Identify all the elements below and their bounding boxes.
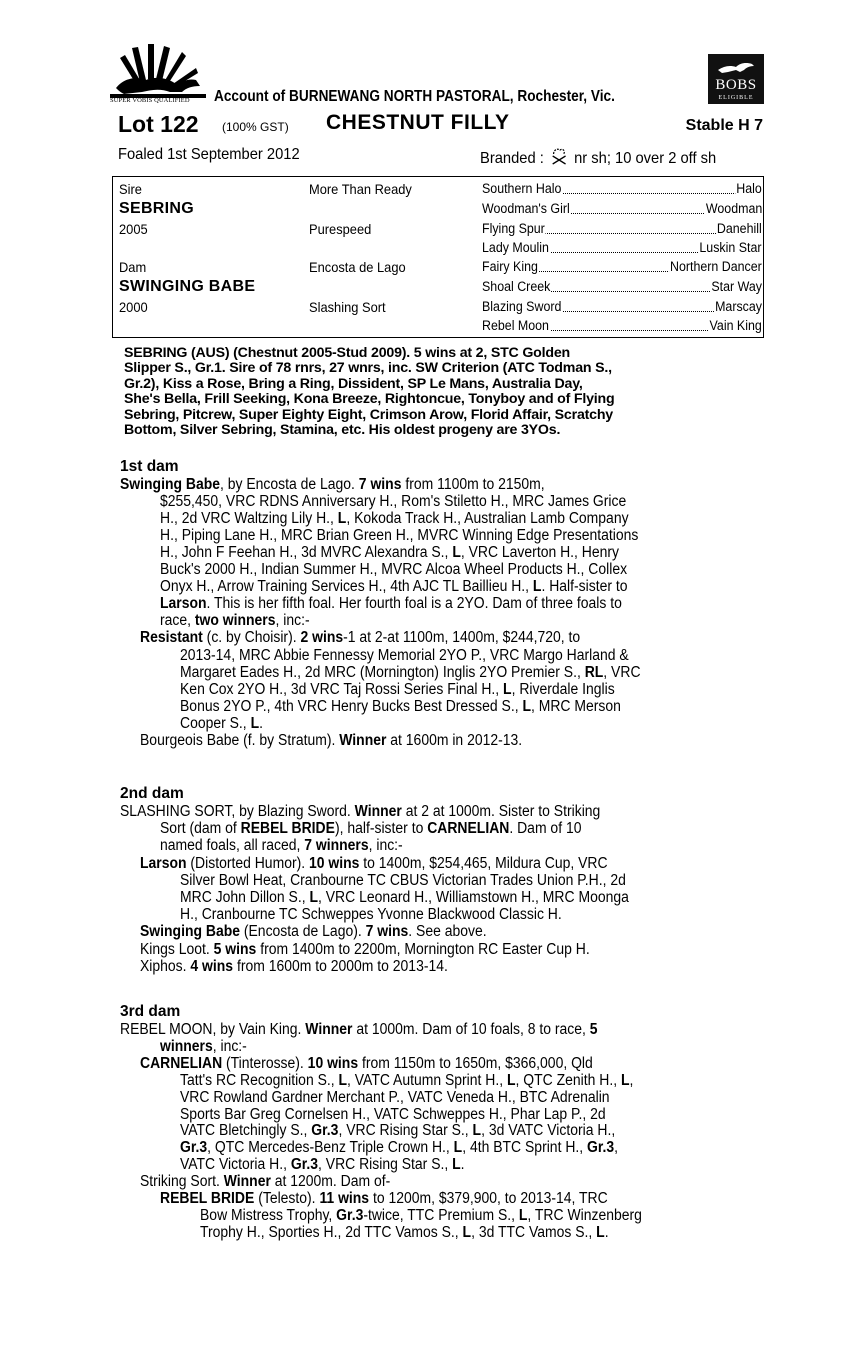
bobs-eligible-logo bbox=[708, 54, 764, 104]
text-run: , Kokoda Track H., Australian Lamb Company bbox=[346, 510, 629, 528]
pedigree-line bbox=[140, 629, 580, 646]
pedigree-line bbox=[140, 1055, 593, 1072]
text-run: , bbox=[614, 1139, 619, 1157]
text-run: (c. by Choisir). bbox=[202, 629, 301, 647]
text-run: . bbox=[604, 1223, 609, 1241]
pedigree-line bbox=[160, 1038, 247, 1055]
pedigree-line bbox=[180, 664, 641, 681]
text-run: . bbox=[259, 714, 263, 732]
text-run: , inc:- bbox=[212, 1037, 247, 1055]
bold-run: L bbox=[472, 1122, 482, 1140]
text-run: Bonus 2YO P., 4th VRC Henry Bucks Best Dressed S., bbox=[180, 697, 523, 715]
bold-run: L bbox=[462, 1223, 472, 1241]
pedigree-line bbox=[180, 647, 629, 664]
dam-sire: Encosta de Lago bbox=[309, 259, 406, 275]
pedigree-line bbox=[160, 527, 638, 544]
pedigree-line bbox=[180, 889, 629, 906]
pedigree-line bbox=[200, 1207, 642, 1224]
bold-run: 11 wins bbox=[319, 1190, 370, 1207]
sire-summary-line: Slipper S., Gr.1. Sire of 78 rnrs, 27 wnrs, inc. SW Criterion (ATC Todman S., bbox=[124, 360, 612, 377]
bold-run: Larson bbox=[160, 595, 207, 613]
pedigree-line bbox=[180, 1072, 633, 1089]
text-run: Silver Bowl Heat, Cranbourne TC CBUS Victorian Trades Union P.H., 2d bbox=[180, 871, 626, 889]
pedigree-line bbox=[140, 941, 590, 958]
bold-run: Gr.3 bbox=[290, 1156, 319, 1174]
text-run: , 3d TTC Vamos S., bbox=[471, 1223, 597, 1241]
text-run: . bbox=[460, 1156, 465, 1174]
text-run: to 1400m, $254,465, Mildura Cup, VRC bbox=[359, 854, 608, 872]
bold-run: 5 bbox=[589, 1021, 598, 1038]
pedigree-line bbox=[120, 1021, 597, 1038]
pedigree-line bbox=[140, 958, 448, 975]
lot-header bbox=[118, 111, 763, 139]
text-run: . This is her fifth foal. Her fourth foal is a 2YO. Dam of three foals to bbox=[206, 595, 622, 613]
third-gen-entry: Southern Halo Halo bbox=[482, 181, 762, 196]
sire-dam: Purespeed bbox=[309, 221, 372, 237]
pedigree-line bbox=[160, 510, 629, 527]
text-run: Sports Bar Greg Cornelsen H., VATC Schweppes H., Phar Lap P., 2d bbox=[180, 1105, 606, 1123]
text-run: , QTC Mercedes-Benz Triple Crown H., bbox=[207, 1139, 454, 1157]
dam-dam: Slashing Sort bbox=[309, 299, 386, 315]
pedigree-line bbox=[180, 715, 263, 732]
bold-run: L bbox=[338, 1071, 348, 1089]
gst-note: (100% GST) bbox=[222, 120, 289, 134]
text-run: , 4th BTC Sprint H., bbox=[462, 1139, 588, 1157]
third-gen-entry: Rebel Moon Vain King bbox=[482, 318, 762, 333]
text-run: named foals, all raced, bbox=[160, 837, 305, 855]
pedigree-line bbox=[160, 820, 581, 837]
bold-run: L bbox=[620, 1071, 630, 1089]
bold-run: L bbox=[596, 1223, 605, 1241]
third-dam-title: 3rd dam bbox=[120, 1003, 181, 1020]
text-run: . See above. bbox=[408, 923, 487, 941]
text-run: from 1600m to 2000m to 2013-14. bbox=[233, 957, 448, 975]
bold-run: Winner bbox=[223, 1173, 271, 1191]
third-gen-entry: Lady Moulin Luskin Star bbox=[482, 240, 762, 255]
sire-summary bbox=[124, 346, 764, 438]
bold-run: winners bbox=[160, 1037, 213, 1055]
text-run: (Telesto). bbox=[254, 1190, 320, 1207]
text-run: , VRC bbox=[603, 663, 641, 681]
text-run: race, bbox=[160, 612, 195, 630]
sire-name: SEBRING bbox=[119, 200, 194, 217]
text-run: Margaret Eades H., 2d MRC (Mornington) Inglis 2YO Premier S., bbox=[180, 663, 585, 681]
sire-year: 2005 bbox=[119, 221, 148, 237]
pedigree-line bbox=[180, 1156, 465, 1173]
text-run: 2013-14, MRC Abbie Fennessy Memorial 2YO P., VRC Margo Harland & bbox=[180, 646, 629, 664]
pedigree-line bbox=[180, 1122, 615, 1139]
bold-run: L bbox=[507, 1071, 516, 1089]
stable-location: Stable H 7 bbox=[685, 117, 763, 134]
pedigree-line bbox=[180, 906, 562, 923]
bold-run: CARNELIAN bbox=[140, 1054, 223, 1072]
bold-run: L bbox=[503, 680, 512, 698]
text-run: , VRC Laverton H., Henry bbox=[460, 544, 619, 562]
sex-color: CHESTNUT FILLY bbox=[326, 111, 510, 134]
dam-year: 2000 bbox=[119, 299, 148, 315]
bold-run: 2 wins bbox=[300, 629, 344, 647]
sire-summary-line: Gr.2), Kiss a Rose, Bring a Ring, Dissident, SP Le Mans, Australia Day, bbox=[124, 375, 583, 392]
bold-run: REBEL BRIDE bbox=[240, 820, 335, 838]
bold-run: RL bbox=[584, 663, 604, 681]
pedigree-line bbox=[180, 681, 615, 698]
bold-run: Swinging Babe bbox=[120, 476, 220, 493]
text-run: ), half-sister to bbox=[334, 820, 428, 838]
text-run: H., Piping Lane H., MRC Brian Green H., MVRC Winning Edge Presentations bbox=[160, 527, 639, 545]
bold-run: Gr.3 bbox=[587, 1139, 615, 1157]
text-run: VRC Rowland Gardner Merchant P., VATC Veneda H., BTC Adrenalin bbox=[180, 1088, 610, 1106]
branded-suffix: nr sh; 10 over 2 off sh bbox=[574, 150, 717, 167]
text-run: (Distorted Humor). bbox=[186, 854, 310, 872]
bold-run: Gr.3 bbox=[180, 1139, 208, 1157]
pedigree-line bbox=[200, 1224, 609, 1241]
first-dam-title: 1st dam bbox=[120, 458, 179, 475]
text-run: Onyx H., Arrow Training Services H., 4th AJC TL Baillieu H., bbox=[160, 578, 533, 596]
text-run: H., 2d VRC Waltzing Lily H., bbox=[160, 510, 338, 528]
text-run: , inc:- bbox=[275, 612, 310, 630]
text-run: Xiphos. bbox=[140, 957, 191, 975]
text-run: (Encosta de Lago). bbox=[239, 923, 366, 941]
text-run: . Half-sister to bbox=[541, 578, 628, 596]
pedigree-line bbox=[160, 493, 626, 510]
text-run: VATC Victoria H., bbox=[180, 1156, 291, 1174]
pedigree-line bbox=[160, 595, 622, 612]
bold-run: Winner bbox=[354, 803, 402, 820]
pedigree-line bbox=[180, 1106, 606, 1123]
text-run: VATC Bletchingly S., bbox=[180, 1122, 312, 1140]
pedigree-line bbox=[160, 578, 627, 595]
text-run: Buck's 2000 H., Indian Summer H., MVRC Alcoa Wheel Products H., Collex bbox=[160, 561, 628, 579]
branded-prefix: Branded : bbox=[480, 150, 544, 167]
bold-run: L bbox=[250, 714, 260, 732]
bold-run: 10 wins bbox=[309, 854, 360, 872]
dam-name: SWINGING BABE bbox=[119, 278, 256, 295]
text-run: -1 at 2-at 1100m, 1400m, $244,720, to bbox=[343, 629, 581, 647]
pedigree-line bbox=[140, 1173, 390, 1190]
text-run: at 1200m. Dam of- bbox=[270, 1173, 391, 1191]
bold-run: Winner bbox=[305, 1021, 353, 1038]
bold-run: 7 wins bbox=[358, 476, 402, 493]
text-run: . Dam of 10 bbox=[509, 820, 582, 838]
bold-run: Winner bbox=[339, 731, 387, 749]
bold-run: CARNELIAN bbox=[427, 820, 510, 838]
sire-summary-line: She's Bella, Frill Seeking, Kona Breeze, Rightoncue, Tonyboy and of Flying bbox=[124, 391, 615, 408]
pedigree-line bbox=[180, 698, 621, 715]
text-run: from 1100m to 2150m, bbox=[401, 476, 545, 493]
sire-summary-line: Sebring, Pitcrew, Super Eighty Eight, Crimson Arow, Florid Affair, Scratchy bbox=[124, 406, 614, 423]
running-horse-icon bbox=[716, 60, 756, 74]
text-run: , inc:- bbox=[368, 837, 403, 855]
text-run: Trophy H., Sporties H., 2d TTC Vamos S., bbox=[200, 1223, 463, 1241]
text-run: , VATC Autumn Sprint H., bbox=[347, 1071, 508, 1089]
bold-run: Resistant bbox=[140, 629, 203, 647]
dam-label: Dam bbox=[119, 259, 147, 275]
text-run: , QTC Zenith H., bbox=[515, 1071, 621, 1089]
third-gen-entry: Shoal Creek Star Way bbox=[482, 279, 762, 294]
text-run: Bourgeois Babe (f. by Stratum). bbox=[140, 731, 340, 749]
second-dam-title: 2nd dam bbox=[120, 785, 184, 802]
text-run: , Riverdale Inglis bbox=[511, 680, 615, 698]
bold-run: L bbox=[452, 1156, 461, 1174]
bold-run: 7 wins bbox=[365, 923, 409, 941]
text-run: Sort (dam of bbox=[160, 820, 241, 838]
text-run: Bow Mistress Trophy, bbox=[200, 1206, 337, 1224]
third-gen-entry: Flying Spur Danehill bbox=[482, 221, 762, 236]
bold-run: L bbox=[337, 510, 347, 528]
text-run: Tatt's RC Recognition S., bbox=[180, 1071, 339, 1089]
bold-run: L bbox=[452, 544, 461, 562]
bold-run: Gr.3 bbox=[311, 1122, 339, 1140]
bold-run: REBEL BRIDE bbox=[160, 1190, 255, 1207]
sire-summary-line: SEBRING (AUS) (Chestnut 2005-Stud 2009). 5 wins at 2, STC Golden bbox=[124, 345, 571, 361]
brand-mark-icon bbox=[550, 146, 568, 166]
bold-run: 10 wins bbox=[307, 1054, 359, 1072]
text-run: Cooper S., bbox=[180, 714, 251, 732]
third-gen-entry: Fairy King Northern Dancer bbox=[482, 259, 762, 274]
text-run: , 3d VATC Victoria H., bbox=[481, 1122, 616, 1140]
text-run: from 1400m to 2200m, Mornington RC Easter Cup H. bbox=[256, 940, 590, 958]
sire-label: Sire bbox=[119, 181, 142, 197]
text-run: Kings Loot. bbox=[140, 940, 214, 958]
bold-run: L bbox=[309, 889, 318, 906]
text-run: $255,450, VRC RDNS Anniversary H., Rom's Stiletto H., MRC James Grice bbox=[160, 493, 627, 511]
text-run: Striking Sort. bbox=[140, 1173, 224, 1191]
bold-run: two winners bbox=[194, 612, 276, 630]
sire-sire: More Than Ready bbox=[309, 181, 412, 197]
super-vobis-caption: SUPER VOBIS QUALIFIED bbox=[110, 97, 190, 104]
pedigree-line bbox=[140, 732, 522, 749]
text-run: SLASHING SORT, by Blazing Sword. bbox=[120, 803, 355, 820]
text-run: at 1000m. Dam of 10 foals, 8 to race, bbox=[352, 1021, 590, 1038]
text-run: MRC John Dillon S., bbox=[180, 889, 310, 906]
pedigree-line bbox=[140, 855, 608, 872]
pedigree-line bbox=[140, 923, 487, 940]
text-run: , MRC Merson bbox=[530, 697, 621, 715]
pedigree-line bbox=[160, 612, 310, 629]
vendor-account: Account of BURNEWANG NORTH PASTORAL, Rochester, Vic. bbox=[214, 88, 615, 105]
bold-run: L bbox=[522, 697, 531, 715]
text-run: REBEL MOON, by Vain King. bbox=[120, 1021, 306, 1038]
pedigree-line bbox=[160, 561, 627, 578]
third-gen-entry: Blazing Sword Marscay bbox=[482, 299, 762, 314]
text-run: at 2 at 1000m. Sister to Striking bbox=[401, 803, 601, 820]
horse-rays-icon bbox=[110, 42, 206, 100]
text-run: H., Cranbourne TC Schweppes Yvonne Blackwood Classic H. bbox=[180, 906, 562, 924]
pedigree-line bbox=[180, 1139, 618, 1156]
lot-number: Lot 122 bbox=[118, 111, 199, 137]
pedigree-line bbox=[160, 1190, 608, 1207]
text-run: (Tinterosse). bbox=[222, 1054, 308, 1072]
bobs-text: BOBS bbox=[715, 77, 757, 93]
bold-run: Gr.3 bbox=[336, 1206, 364, 1224]
bold-run: L bbox=[532, 578, 542, 596]
text-run: H., John F Feehan H., 3d MVRC Alexandra S., bbox=[160, 544, 453, 562]
bold-run: 5 wins bbox=[213, 940, 257, 958]
pedigree-line bbox=[120, 476, 545, 493]
pedigree-line bbox=[160, 837, 403, 854]
pedigree-line bbox=[180, 872, 626, 889]
text-run: to 1200m, $379,900, to 2013-14, TRC bbox=[369, 1190, 608, 1207]
foaled-date: Foaled 1st September 2012 bbox=[118, 146, 300, 163]
text-run: from 1150m to 1650m, $366,000, Qld bbox=[358, 1054, 593, 1072]
pedigree-line bbox=[120, 803, 600, 820]
text-run: at 1600m in 2012-13. bbox=[386, 731, 523, 749]
text-run: Ken Cox 2YO H., 3d VRC Taj Rossi Series Final H., bbox=[180, 680, 504, 698]
eligible-text: ELIGIBLE bbox=[718, 95, 754, 101]
bold-run: L bbox=[453, 1139, 463, 1157]
pedigree-table bbox=[112, 176, 764, 338]
text-run: , by Encosta de Lago. bbox=[219, 476, 359, 493]
text-run: , bbox=[629, 1071, 634, 1089]
text-run: , VRC Rising Star S., bbox=[318, 1156, 453, 1174]
pedigree-line bbox=[180, 1089, 610, 1106]
text-run: , VRC Rising Star S., bbox=[338, 1122, 473, 1140]
sire-summary-line: Bottom, Silver Sebring, Stamina, etc. His oldest progeny are 3YOs. bbox=[124, 422, 561, 439]
branded-info bbox=[480, 146, 716, 168]
text-run: , VRC Leonard H., Williamstown H., MRC Moonga bbox=[317, 889, 629, 906]
text-run: -twice, TTC Premium S., bbox=[363, 1206, 519, 1224]
bold-run: Swinging Babe bbox=[140, 923, 240, 941]
third-gen-entry: Woodman's Girl Woodman bbox=[482, 201, 762, 216]
bold-run: Larson bbox=[140, 854, 187, 872]
bold-run: 4 wins bbox=[190, 957, 234, 975]
bold-run: L bbox=[518, 1206, 528, 1224]
text-run: , TRC Winzenberg bbox=[527, 1206, 642, 1224]
pedigree-line bbox=[160, 544, 619, 561]
bold-run: 7 winners bbox=[304, 837, 369, 855]
